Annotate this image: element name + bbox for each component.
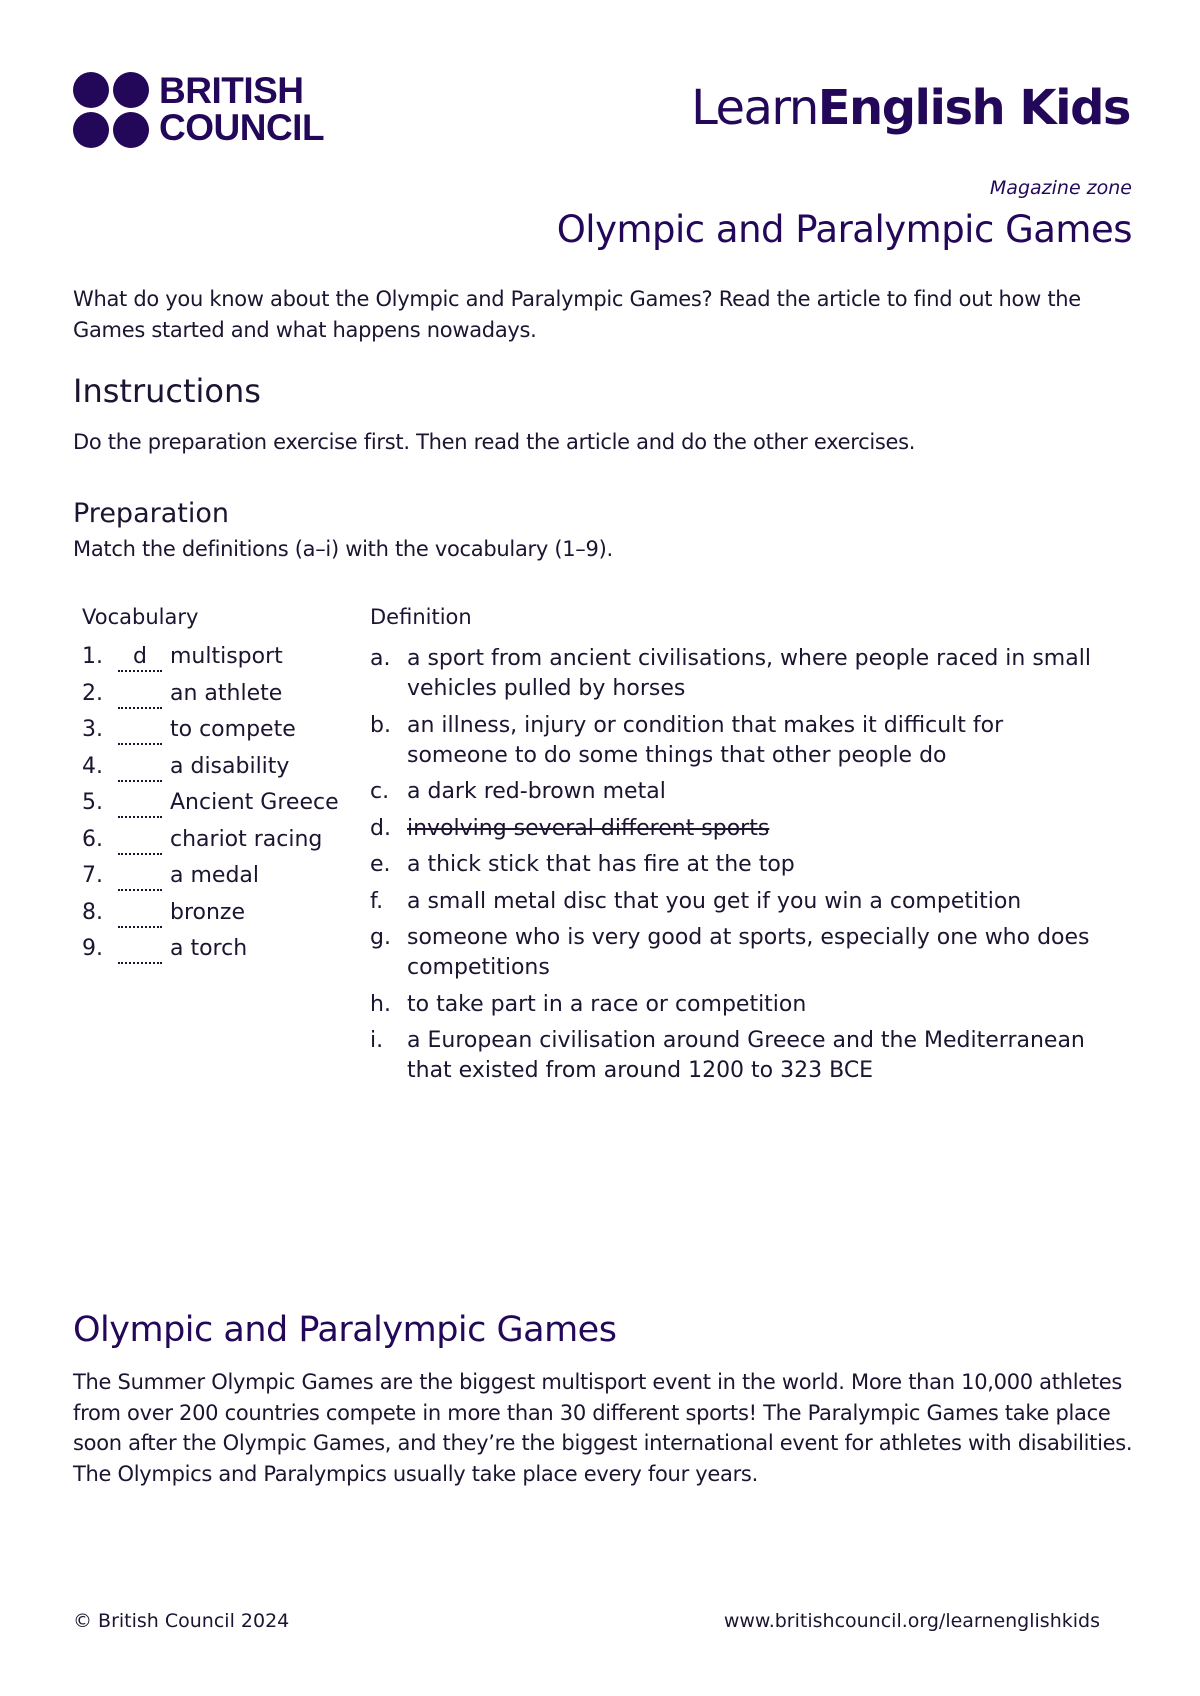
learnenglish-kids-logo (691, 78, 1130, 138)
definition-text: involving several different sports (407, 815, 770, 841)
bc-logo-line1: BRITISH (159, 70, 304, 111)
intro-paragraph: What do you know about the Olympic and Paralympic Games? Read the article to find out how the Games started and what happens nowadays. (73, 287, 1081, 342)
vocab-word: chariot racing (170, 826, 323, 852)
vocab-word: a medal (170, 863, 259, 888)
vocab-number: 4. (82, 753, 103, 779)
page-title: Olympic and Paralympic Games (556, 208, 1132, 251)
definition-letter: e. (370, 852, 391, 877)
preparation-text: Match the definitions (a–i) with the vocabulary (1–9). (73, 537, 613, 561)
vocab-word: bronze (170, 899, 246, 925)
vocab-item (82, 681, 362, 718)
answer-blank[interactable] (118, 936, 162, 964)
article-heading: Olympic and Paralympic Games (73, 1310, 617, 1350)
definition-text: a small metal disc that you get if you win a competition (407, 888, 1022, 914)
answer-blank[interactable] (118, 790, 162, 818)
vocabulary-list (82, 644, 362, 973)
answer-blank[interactable] (118, 681, 162, 709)
definition-header: Definition (370, 605, 472, 629)
definition-letter: f. (370, 888, 384, 914)
definition-text: a European civilisation around Greece and the Mediterranean that existed from around 1200 to 323 BCE (407, 1028, 1085, 1083)
definition-text: a dark red-brown metal (407, 779, 666, 804)
definition-item (370, 1026, 1110, 1086)
preparation-heading: Preparation (73, 498, 229, 529)
vocab-word: an athlete (170, 680, 283, 706)
vocab-item (82, 644, 362, 681)
vocab-item (82, 790, 362, 827)
vocab-number: 9. (82, 936, 103, 961)
definition-text: a thick stick that has fire at the top (407, 852, 795, 877)
vocab-number: 6. (82, 826, 103, 852)
definition-item (370, 777, 1110, 807)
zone-label: Magazine zone (989, 177, 1132, 199)
instructions-text: Do the preparation exercise first. Then read the article and do the other exercises. (73, 430, 916, 454)
british-council-logo (73, 72, 343, 148)
definition-item (370, 644, 1110, 704)
definition-item (370, 990, 1110, 1020)
footer-copyright: © British Council 2024 (73, 1610, 290, 1632)
vocab-item (82, 754, 362, 791)
vocab-item (82, 900, 362, 937)
definition-list (370, 644, 1110, 1093)
definition-letter: h. (370, 991, 391, 1017)
bc-logo-line2: COUNCIL (159, 107, 325, 148)
lek-logo-english-kids: English Kids (817, 80, 1130, 136)
definition-letter: c. (370, 779, 390, 804)
vocab-item (82, 936, 362, 973)
vocab-word: multisport (170, 644, 283, 669)
vocab-word: Ancient Greece (170, 790, 339, 815)
definition-item (370, 887, 1110, 917)
answer-blank[interactable] (118, 900, 162, 928)
answer-blank[interactable] (118, 827, 162, 855)
answer-blank[interactable] (118, 863, 162, 891)
vocab-number: 1. (82, 644, 103, 669)
instructions-heading: Instructions (73, 372, 261, 410)
definition-text: someone who is very good at sports, especially one who does competitions (407, 925, 1090, 980)
vocab-number: 8. (82, 899, 103, 925)
vocab-item (82, 863, 362, 900)
vocab-word: a torch (170, 936, 248, 961)
definition-text: an illness, injury or condition that makes it difficult for someone to do some things that other people do (407, 712, 1004, 768)
answer-blank[interactable] (118, 754, 162, 782)
vocab-word: a disability (170, 753, 290, 779)
definition-item (370, 711, 1110, 771)
vocab-item (82, 717, 362, 754)
definition-item (370, 923, 1110, 983)
article-paragraph: The Summer Olympic Games are the biggest multisport event in the world. More than 10,000 athletes from over 200 countries compete in more than 30 different sports! The Paralympic Games take place soon after the Olympic Games, and they’re the biggest international event for athletes with disabilities. The Olympics and Paralympics usually take place every four years. (73, 1370, 1133, 1486)
vocab-word: to compete (170, 717, 296, 742)
british-council-wordmark (159, 72, 324, 146)
vocab-number: 3. (82, 717, 103, 742)
definition-item (370, 850, 1110, 880)
footer-url-link[interactable]: www.britishcouncil.org/learnenglishkids (723, 1610, 1100, 1632)
definition-text: a sport from ancient civilisations, where people raced in small vehicles pulled by horses (407, 646, 1091, 701)
answer-blank[interactable] (118, 717, 162, 745)
vocab-item (82, 827, 362, 864)
answer-blank[interactable]: d (118, 644, 162, 672)
lek-logo-learn: Learn (691, 80, 818, 136)
definition-letter: b. (370, 712, 391, 738)
vocab-number: 2. (82, 680, 103, 706)
vocabulary-header: Vocabulary (82, 605, 199, 629)
definition-letter: g. (370, 925, 391, 950)
definition-item-example (370, 814, 1110, 844)
british-council-dots-icon (73, 72, 149, 148)
definition-letter: i. (370, 1028, 384, 1053)
vocab-number: 5. (82, 790, 103, 815)
vocab-number: 7. (82, 863, 103, 888)
definition-letter: a. (370, 646, 391, 671)
definition-letter: d. (370, 815, 391, 841)
definition-text: to take part in a race or competition (407, 991, 807, 1017)
